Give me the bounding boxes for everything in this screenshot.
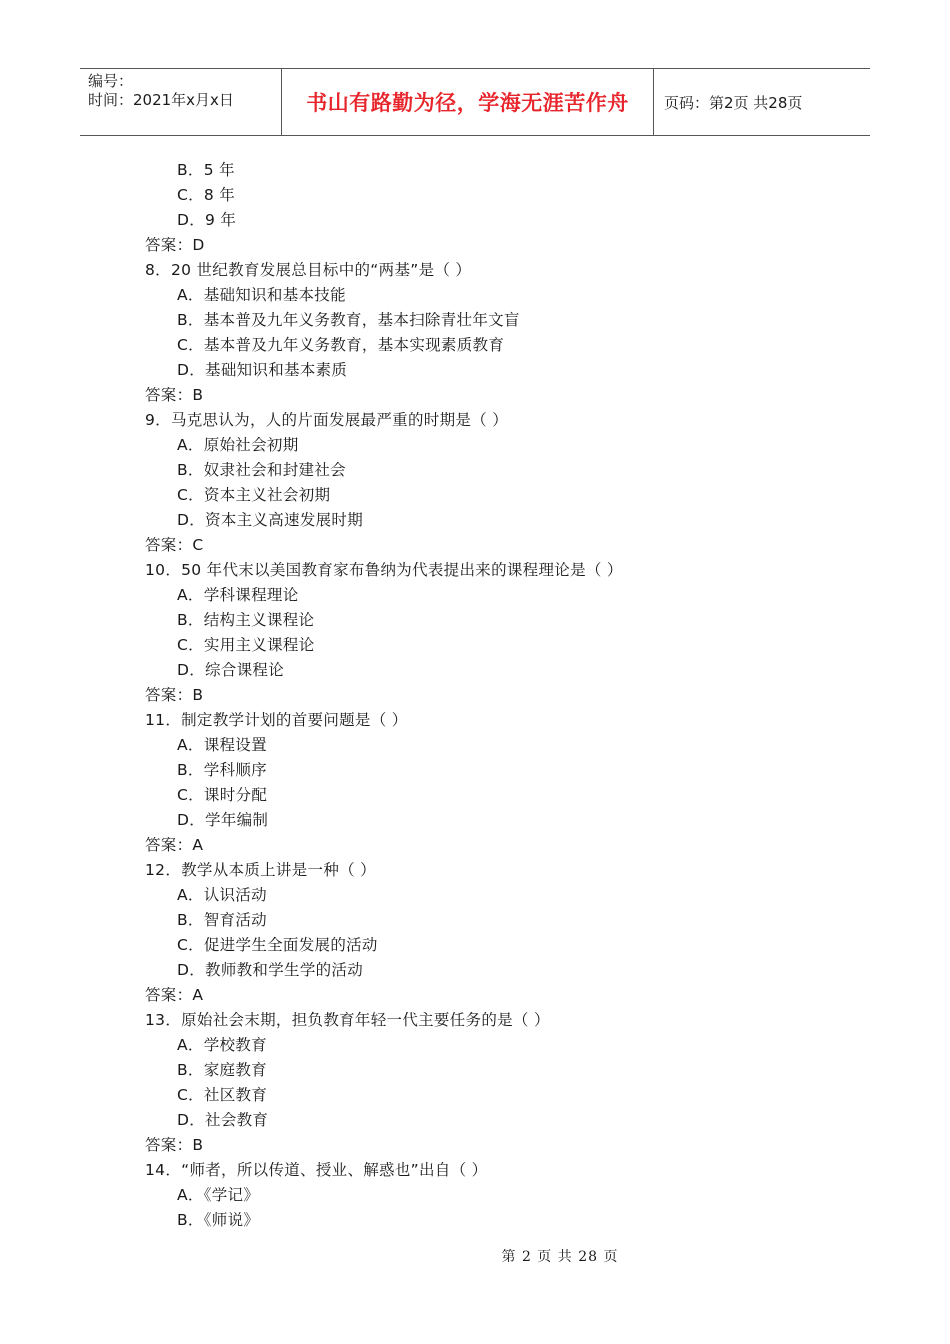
option-line: A．学科课程理论 (177, 586, 299, 604)
question-line: 12．教学从本质上讲是一种（ ） (145, 861, 376, 879)
header-meta-cell (80, 69, 282, 135)
option-line: A．认识活动 (177, 886, 267, 904)
option-line: A．基础知识和基本技能 (177, 286, 346, 304)
question-line: 13．原始社会末期，担负教育年轻一代主要任务的是（ ） (145, 1011, 550, 1029)
header-page-cell (654, 69, 870, 135)
answer-line: 答案：B (145, 386, 204, 404)
option-line: A．原始社会初期 (177, 436, 299, 454)
option-line: B．奴隶社会和封建社会 (177, 461, 346, 479)
option-line: C．社区教育 (177, 1086, 268, 1104)
option-line: C．基本普及九年义务教育，基本实现素质教育 (177, 336, 505, 354)
option-line: C．8 年 (177, 186, 236, 204)
option-line: B．家庭教育 (177, 1061, 267, 1079)
question-line: 11．制定教学计划的首要问题是（ ） (145, 711, 408, 729)
document-number-label: 编号： (88, 72, 134, 90)
option-line: C．促进学生全面发展的活动 (177, 936, 378, 954)
answer-line: 答案：B (145, 1136, 204, 1154)
option-line: B．基本普及九年义务教育，基本扫除青壮年文盲 (177, 311, 520, 329)
option-line: A．学校教育 (177, 1036, 267, 1054)
question-line: 9．马克思认为，人的片面发展最严重的时期是（ ） (145, 411, 508, 429)
answer-line: 答案：B (145, 686, 204, 704)
option-line: D．学年编制 (177, 811, 269, 829)
option-line: B．5 年 (177, 161, 235, 179)
option-line: D．教师教和学生学的活动 (177, 961, 364, 979)
option-line: D．基础知识和基本素质 (177, 361, 348, 379)
option-line: A．课程设置 (177, 736, 267, 754)
option-line: B．学科顺序 (177, 761, 267, 779)
question-line: 10．50 年代末以美国教育家布鲁纳为代表提出来的课程理论是（ ） (145, 561, 623, 579)
option-line: D．社会教育 (177, 1111, 269, 1129)
question-line: 8．20 世纪教育发展总目标中的“两基”是（ ） (145, 261, 472, 279)
motto-text: 书山有路勤为径，学海无涯苦作舟 (306, 91, 629, 115)
option-line: C．课时分配 (177, 786, 268, 804)
option-line: C．实用主义课程论 (177, 636, 315, 654)
header-motto-cell (282, 69, 654, 135)
option-line: B．结构主义课程论 (177, 611, 315, 629)
question-list (145, 158, 845, 1233)
question-line: 14．“师者，所以传道、授业、解惑也”出自（ ） (145, 1161, 488, 1179)
option-line: D．综合课程论 (177, 661, 285, 679)
option-line: C．资本主义社会初期 (177, 486, 331, 504)
answer-line: 答案：D (145, 236, 205, 254)
document-time-label: 时间：2021年x月x日 (88, 91, 234, 109)
answer-line: 答案：C (145, 536, 204, 554)
header-page-info: 页码：第2页 共28页 (664, 93, 803, 112)
page-footer: 第 2 页 共 28 页 (501, 1249, 619, 1265)
option-line: B．智育活动 (177, 911, 267, 929)
option-line: B．《师说》 (177, 1211, 260, 1229)
answer-line: 答案：A (145, 986, 204, 1004)
option-line: A．《学记》 (177, 1186, 260, 1204)
answer-line: 答案：A (145, 836, 204, 854)
option-line: D．资本主义高速发展时期 (177, 511, 364, 529)
header-table (80, 68, 870, 136)
option-line: D．9 年 (177, 211, 237, 229)
